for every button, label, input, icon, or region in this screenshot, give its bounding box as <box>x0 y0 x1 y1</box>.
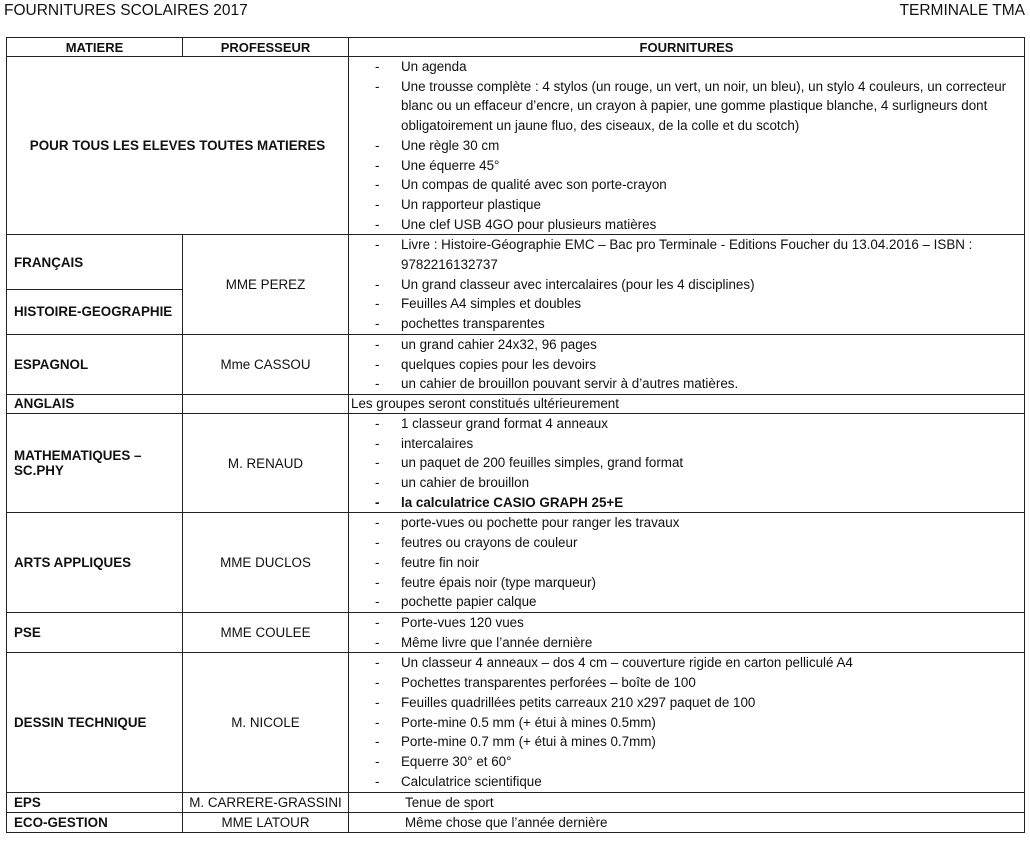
teacher-cell: M. RENAUD <box>183 413 349 513</box>
column-header-teacher: PROFESSEUR <box>183 38 349 57</box>
table-row <box>7 612 1025 652</box>
subject-cell: PSE <box>7 612 183 652</box>
supplies-cell: Les groupes seront constitués ultérieurement <box>349 394 1025 413</box>
supplies-cell: Tenue de sport <box>349 793 1025 813</box>
subject-cell: ESPAGNOL <box>7 334 183 394</box>
list-item: - 1 classeur grand format 4 anneaux <box>349 414 1024 434</box>
list-item: - porte-vues ou pochette pour ranger les travaux <box>349 513 1024 533</box>
list-item: - Pochettes transparentes perforées – boîte de 100 <box>349 673 1024 693</box>
column-header-subject: MATIERE <box>7 38 183 57</box>
list-item: - Feuilles A4 simples et doubles <box>349 294 1024 314</box>
list-item: - Une règle 30 cm <box>349 136 1024 156</box>
teacher-cell: MME COULEE <box>183 612 349 652</box>
list-item: - quelques copies pour les devoirs <box>349 355 1024 375</box>
list-item: - feutre fin noir <box>349 553 1024 573</box>
supplies-cell: Même chose que l’année dernière <box>349 813 1025 833</box>
teacher-cell: MME PEREZ <box>183 235 349 335</box>
list-item: - Equerre 30° et 60° <box>349 752 1024 772</box>
table-row <box>7 813 1025 833</box>
list-item: - Livre : Histoire-Géographie EMC – Bac pro Terminale - Editions Foucher du 13.04.2016 – ISBN : 9782216132737 <box>349 235 1024 274</box>
list-item: - pochette papier calque <box>349 592 1024 612</box>
supplies-cell <box>349 612 1025 652</box>
supplies-cell <box>349 513 1025 613</box>
table-row <box>7 394 1025 413</box>
list-item: - Un grand classeur avec intercalaires (pour les 4 disciplines) <box>349 275 1024 295</box>
list-item: - Porte-vues 120 vues <box>349 613 1024 633</box>
list-item: - pochettes transparentes <box>349 314 1024 334</box>
table-header-row <box>7 38 1025 57</box>
teacher-cell: M. CARRERE-GRASSINI <box>183 793 349 813</box>
list-item: - un grand cahier 24x32, 96 pages <box>349 335 1024 355</box>
subject-cell: ARTS APPLIQUES <box>7 513 183 613</box>
supplies-list <box>349 57 1024 234</box>
list-item: - Une trousse complète : 4 stylos (un rouge, un vert, un noir, un bleu), un stylo 4 couleurs, un correcteur blanc ou un effaceur d’encre, un crayon à papier, une gomme plastique blanche, 4 surligneurs dont obligatoirement un jaune fluo, des ciseaux, de la colle et du scotch) <box>349 77 1024 136</box>
document-title: FOURNITURES SCOLAIRES 2017 <box>4 2 248 19</box>
list-item: - un paquet de 200 feuilles simples, grand format <box>349 453 1024 473</box>
subject-cell: HISTOIRE-GEOGRAPHIE <box>7 289 183 334</box>
list-item: - un cahier de brouillon <box>349 473 1024 493</box>
list-item: - feutres ou crayons de couleur <box>349 533 1024 553</box>
table-row <box>7 513 1025 613</box>
teacher-cell: M. NICOLE <box>183 653 349 793</box>
list-item: - Un rapporteur plastique <box>349 195 1024 215</box>
supplies-list <box>349 335 1024 394</box>
teacher-cell: MME DUCLOS <box>183 513 349 613</box>
table-row <box>7 235 1025 289</box>
table-row <box>7 413 1025 513</box>
supplies-list <box>349 653 1024 791</box>
subject-cell: FRANÇAIS <box>7 235 183 289</box>
supplies-cell <box>349 413 1025 513</box>
list-item: - Un compas de qualité avec son porte-crayon <box>349 175 1024 195</box>
subject-cell: ECO-GESTION <box>7 813 183 833</box>
table-row <box>7 334 1025 394</box>
table-row <box>7 793 1025 813</box>
table-row <box>7 57 1025 235</box>
list-item: - Un agenda <box>349 57 1024 77</box>
teacher-cell: MME LATOUR <box>183 813 349 833</box>
supplies-list <box>349 414 1024 513</box>
list-item: - Porte-mine 0.7 mm (+ étui à mines 0.7mm) <box>349 732 1024 752</box>
subject-cell: EPS <box>7 793 183 813</box>
supplies-list <box>349 235 1024 334</box>
subject-cell: POUR TOUS LES ELEVES TOUTES MATIERES <box>7 57 349 235</box>
list-item: - Une clef USB 4GO pour plusieurs matières <box>349 215 1024 235</box>
list-item: - intercalaires <box>349 434 1024 454</box>
list-item: - Feuilles quadrillées petits carreaux 210 x297 paquet de 100 <box>349 693 1024 713</box>
supplies-cell <box>349 57 1025 235</box>
list-item: - un cahier de brouillon pouvant servir à d’autres matières. <box>349 374 1024 394</box>
supplies-table <box>6 37 1025 833</box>
supplies-cell <box>349 235 1025 335</box>
subject-cell: MATHEMATIQUES – SC.PHY <box>7 413 183 513</box>
supplies-cell <box>349 334 1025 394</box>
supplies-cell <box>349 653 1025 793</box>
table-row <box>7 653 1025 793</box>
teacher-cell <box>183 394 349 413</box>
list-item: - Calculatrice scientifique <box>349 772 1024 792</box>
teacher-cell: Mme CASSOU <box>183 334 349 394</box>
list-item: - Un classeur 4 anneaux – dos 4 cm – couverture rigide en carton pelliculé A4 <box>349 653 1024 673</box>
supplies-list <box>349 513 1024 612</box>
subject-cell: ANGLAIS <box>7 394 183 413</box>
list-item: - Même livre que l’année dernière <box>349 633 1024 653</box>
list-item: - la calculatrice CASIO GRAPH 25+E <box>349 493 1024 513</box>
column-header-supplies: FOURNITURES <box>349 38 1025 57</box>
list-item: - feutre épais noir (type marqueur) <box>349 573 1024 593</box>
list-item: - Porte-mine 0.5 mm (+ étui à mines 0.5mm) <box>349 713 1024 733</box>
subject-cell: DESSIN TECHNIQUE <box>7 653 183 793</box>
class-label: TERMINALE TMA <box>899 2 1025 19</box>
supplies-list <box>349 613 1024 652</box>
list-item: - Une équerre 45° <box>349 156 1024 176</box>
